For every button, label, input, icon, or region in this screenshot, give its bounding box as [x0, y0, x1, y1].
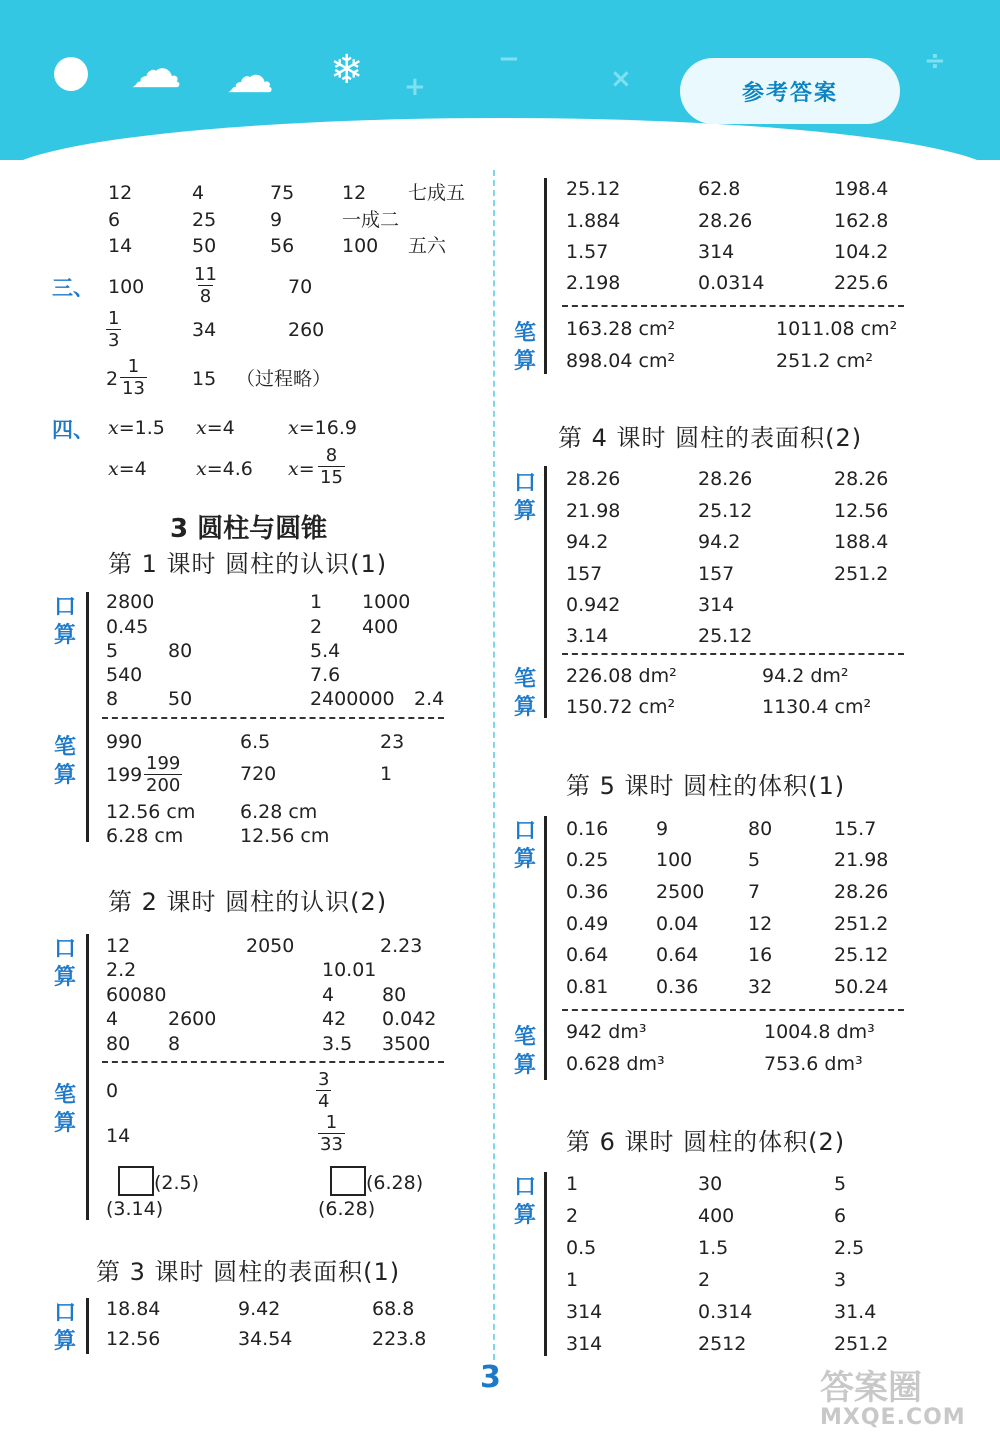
sun-icon — [54, 57, 88, 91]
bisuan-label: 笔算 — [53, 735, 76, 788]
lesson-4-title: 第 4 课时 圆柱的表面积(2) — [558, 424, 863, 452]
dashed-divider — [562, 305, 904, 307]
vertical-rule — [86, 1298, 89, 1354]
answer-badge: 参考答案 — [680, 58, 900, 124]
dashed-divider — [102, 1061, 444, 1063]
cloud-sun-icon: ☁ — [130, 40, 182, 100]
bisuan-label: 笔算 — [513, 1025, 536, 1078]
column-divider — [493, 170, 495, 1360]
kousuan-label: 口算 — [513, 1175, 536, 1228]
plus-icon: + — [404, 72, 426, 102]
watermark-url: MXQE.COM — [820, 1405, 966, 1430]
lesson-6-title: 第 6 课时 圆柱的体积(2) — [566, 1128, 846, 1156]
vertical-rule — [544, 466, 547, 718]
vertical-rule — [86, 934, 89, 1220]
bisuan-label: 笔算 — [513, 667, 536, 720]
bisuan-label: 笔算 — [53, 1083, 76, 1136]
header-banner — [0, 0, 1000, 160]
lesson-5-title: 第 5 课时 圆柱的体积(1) — [566, 772, 846, 800]
vertical-rule — [544, 816, 547, 1080]
bisuan-label: 笔算 — [513, 321, 536, 374]
vertical-rule — [544, 178, 547, 374]
dashed-divider — [562, 1009, 904, 1011]
divide-icon: ÷ — [924, 46, 946, 76]
vertical-rule — [544, 1172, 547, 1356]
kousuan-label: 口算 — [513, 819, 536, 872]
kousuan-label: 口算 — [513, 471, 536, 524]
snowflake-icon: ❄ — [330, 47, 364, 93]
watermark: 答案圈 — [820, 1368, 922, 1408]
dashed-divider — [562, 653, 904, 655]
vertical-rule — [86, 592, 89, 842]
kousuan-label: 口算 — [53, 595, 76, 648]
lesson-1-title: 第 1 课时 圆柱的认识(1) — [108, 550, 388, 578]
minus-icon: − — [498, 44, 520, 74]
rain-cloud-icon: ☁ — [226, 48, 274, 104]
kousuan-label: 口算 — [53, 1301, 76, 1354]
lesson-2-title: 第 2 课时 圆柱的认识(2) — [108, 888, 388, 916]
times-icon: × — [610, 64, 632, 94]
lesson-3-title: 第 3 课时 圆柱的表面积(1) — [96, 1258, 401, 1286]
page-number: 3 — [480, 1360, 501, 1395]
answer-box — [330, 1166, 366, 1196]
kousuan-label: 口算 — [53, 937, 76, 990]
section-title: 3 圆柱与圆锥 — [170, 514, 328, 544]
dashed-divider — [102, 717, 444, 719]
answer-box — [118, 1166, 154, 1196]
